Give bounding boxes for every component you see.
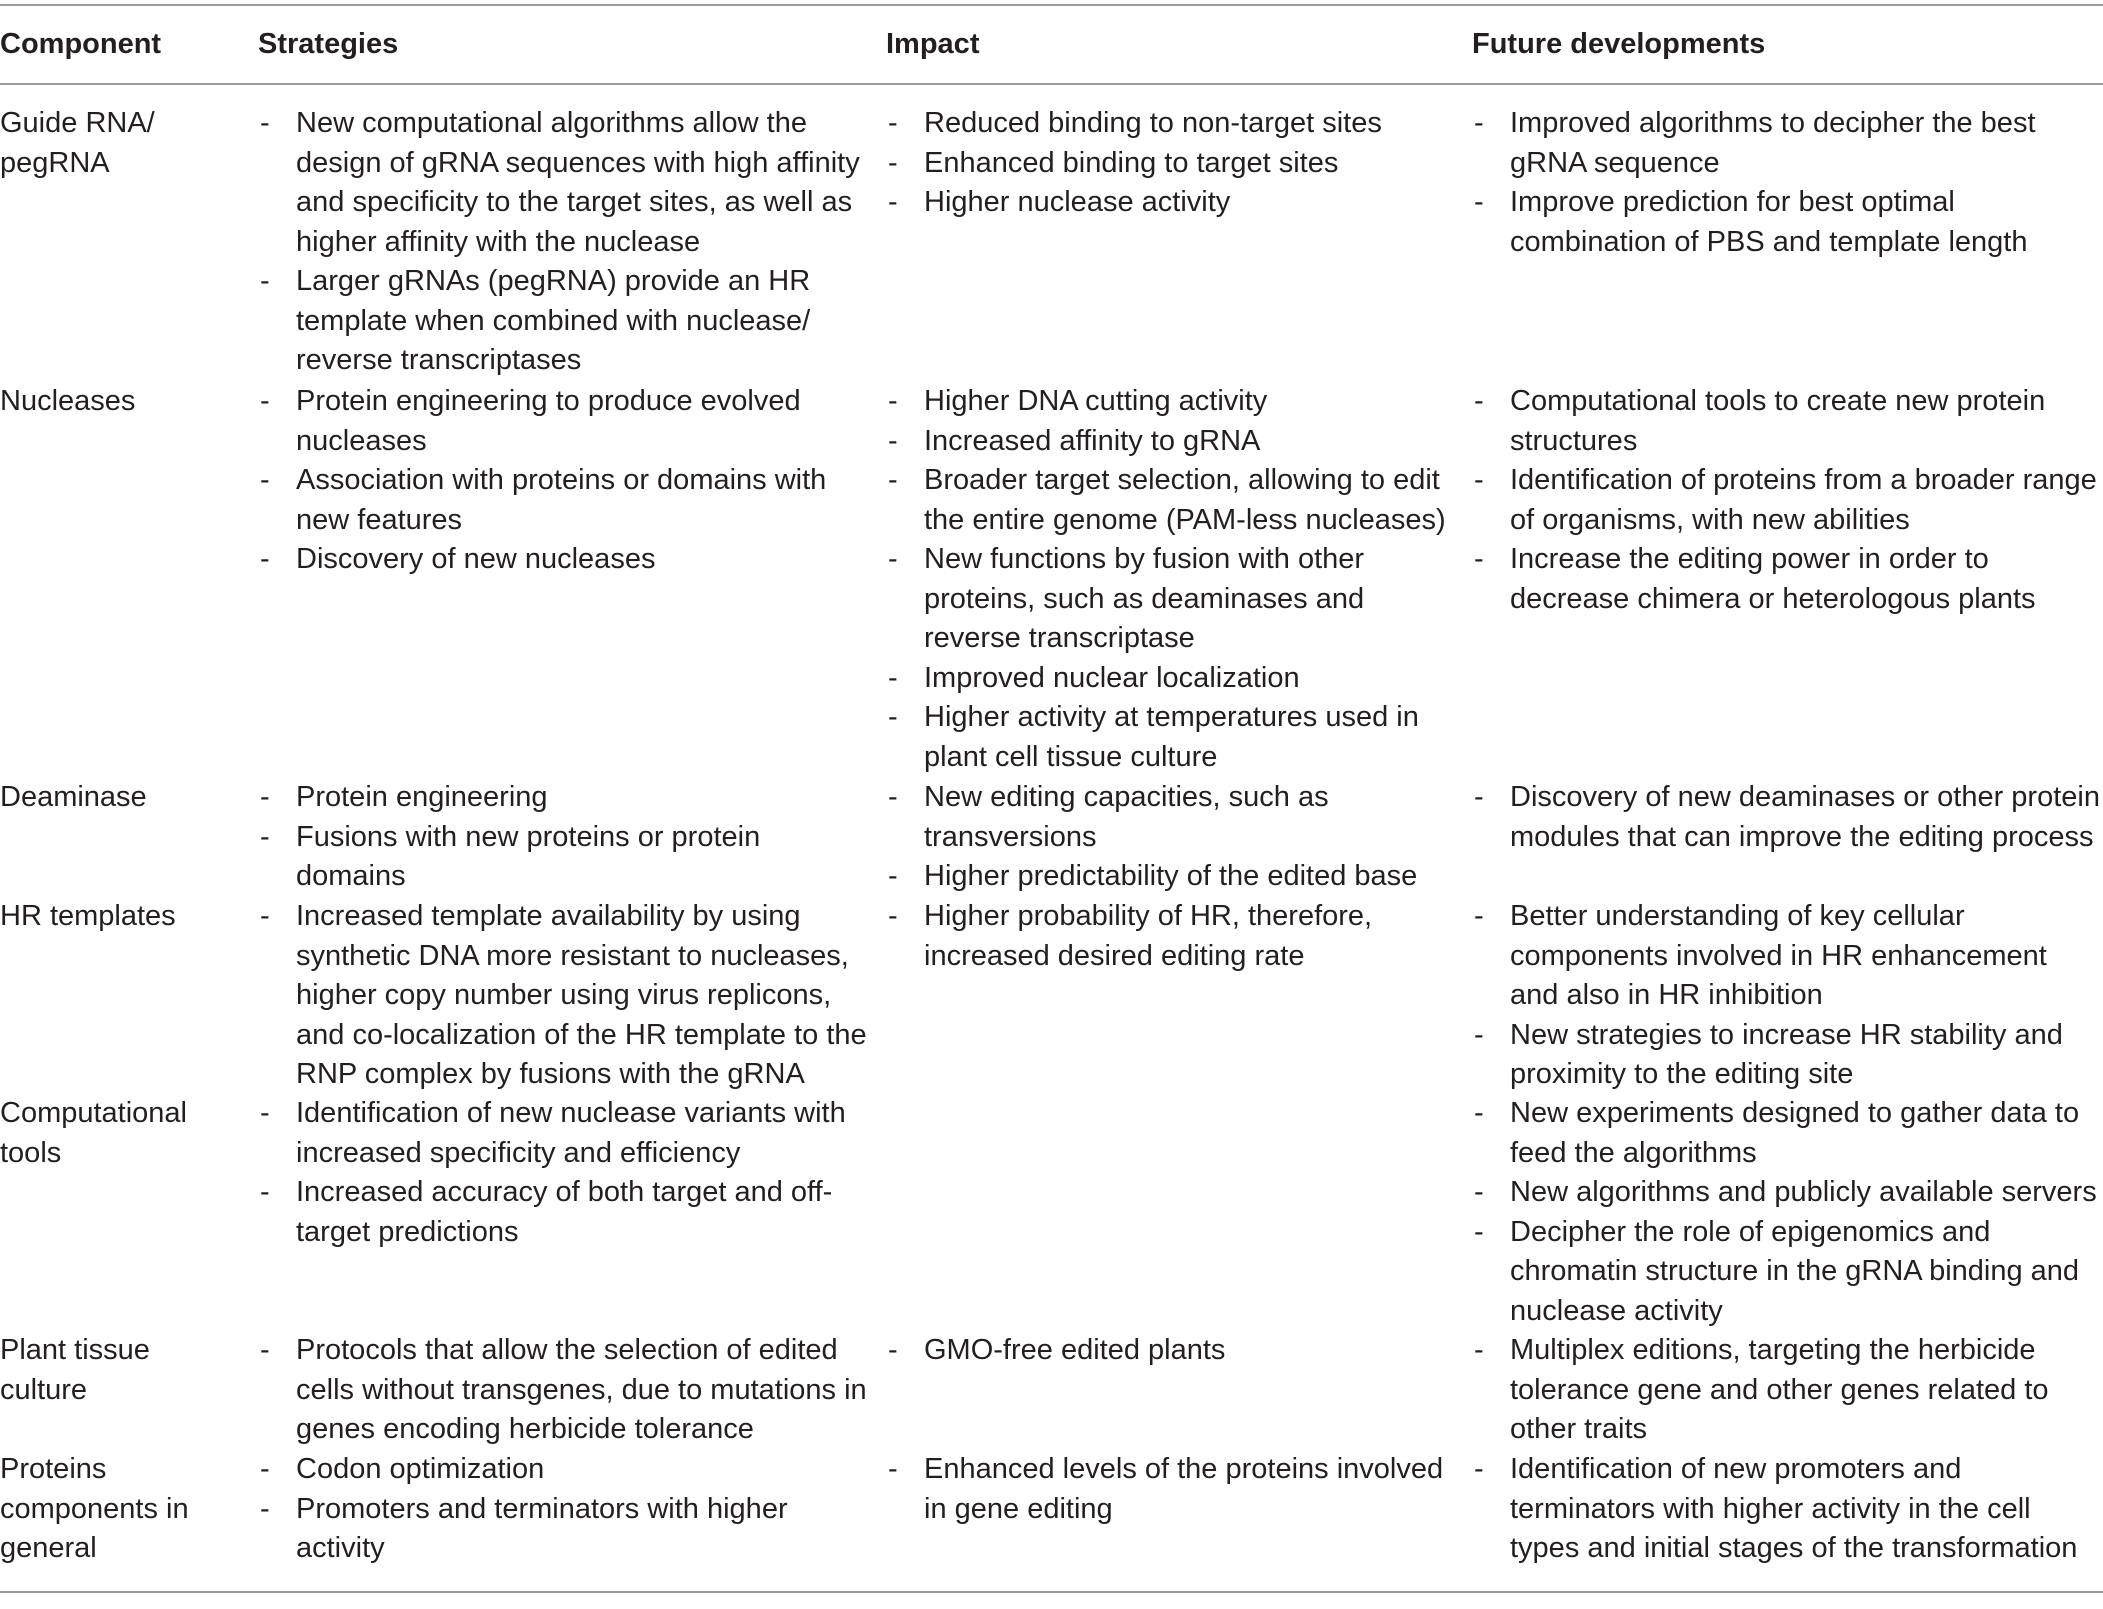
future-list-item: - New algorithms and publicly available servers <box>1472 1173 2103 1213</box>
impact-list-item: - Higher activity at temperatures used in plant cell tissue culture <box>886 698 1446 777</box>
future-list-item: - Improve prediction for best optimal combination of PBS and template length <box>1472 183 2103 262</box>
cell-future <box>1472 778 2103 857</box>
impact-list-item: - Enhanced binding to target sites <box>886 144 1446 184</box>
future-list-item: - Discovery of new deaminases or other protein modules that can improve the editing process <box>1472 778 2103 857</box>
header-rule <box>0 83 2103 85</box>
cell-impact <box>886 1450 1446 1529</box>
cell-future <box>1472 104 2103 262</box>
impact-list-item: - Broader target selection, allowing to edit the entire genome (PAM-less nucleases) <box>886 461 1446 540</box>
future-list-item: - Better understanding of key cellular components involved in HR enhancement and also in HR inhibition <box>1472 897 2103 1016</box>
strategies-list-item: - Discovery of new nucleases <box>258 540 868 580</box>
strategies-list-item: - Protocols that allow the selection of edited cells without transgenes, due to mutations in genes encoding herbicide tolerance <box>258 1331 868 1450</box>
cell-impact <box>886 1331 1446 1371</box>
cell-strategies <box>258 1331 868 1450</box>
cell-future <box>1472 382 2103 619</box>
strategies-list-item: - Identification of new nuclease variants with increased specificity and efficiency <box>258 1094 868 1173</box>
strategies-list-item: - Fusions with new proteins or protein domains <box>258 818 868 897</box>
cell-strategies <box>258 382 868 580</box>
cell-strategies <box>258 104 868 381</box>
cell-impact <box>886 104 1446 223</box>
strategies-list-item: - Association with proteins or domains with new features <box>258 461 868 540</box>
cell-future <box>1472 1450 2103 1569</box>
impact-list-item: - New functions by fusion with other proteins, such as deaminases and reverse transcriptase <box>886 540 1446 659</box>
future-list-item: - Decipher the role of epigenomics and chromatin structure in the gRNA binding and nuclease activity <box>1472 1213 2103 1332</box>
strategies-list-item: - Protein engineering to produce evolved nucleases <box>258 382 868 461</box>
strategies-list-item: - Promoters and terminators with higher activity <box>258 1490 868 1569</box>
header-strategies: Strategies <box>258 28 399 60</box>
cell-impact <box>886 778 1446 897</box>
cell-future <box>1472 1094 2103 1331</box>
impact-list-item: - Higher DNA cutting activity <box>886 382 1446 422</box>
impact-list-item: - Reduced binding to non-target sites <box>886 104 1446 144</box>
cell-impact <box>886 897 1446 976</box>
future-list-item: - Increase the editing power in order to decrease chimera or heterologous plants <box>1472 540 2103 619</box>
cell-component: HR templates <box>0 900 176 932</box>
cell-strategies <box>258 897 868 1095</box>
impact-list-item: - Enhanced levels of the proteins involved in gene editing <box>886 1450 1446 1529</box>
header-component: Component <box>0 28 162 60</box>
cell-component: Nucleases <box>0 385 136 417</box>
strategies-list-item: - Protein engineering <box>258 778 868 818</box>
impact-list-item: - Increased affinity to gRNA <box>886 422 1446 462</box>
future-list-item: - Identification of proteins from a broader range of organisms, with new abilities <box>1472 461 2103 540</box>
impact-list-item: - GMO-free edited plants <box>886 1331 1446 1371</box>
future-list-item: - Identification of new promoters and terminators with higher activity in the cell types and initial stages of the transformation <box>1472 1450 2103 1569</box>
strategies-list-item: - New computational algorithms allow the design of gRNA sequences with high affinity and specificity to the target sites, as well as higher affinity with the nuclease <box>258 104 868 262</box>
cell-component: Proteins components in general <box>0 1453 189 1564</box>
future-list-item: - Multiplex editions, targeting the herbicide tolerance gene and other genes related to other traits <box>1472 1331 2103 1450</box>
cell-strategies <box>258 1094 868 1252</box>
strategies-list-item: - Increased accuracy of both target and off-target predictions <box>258 1173 868 1252</box>
impact-list-item: - Higher probability of HR, therefore, increased desired editing rate <box>886 897 1446 976</box>
impact-list-item: - Improved nuclear localization <box>886 659 1446 699</box>
cell-strategies <box>258 778 868 897</box>
future-list-item: - Improved algorithms to decipher the best gRNA sequence <box>1472 104 2103 183</box>
cell-component: Deaminase <box>0 781 147 813</box>
cell-component: Guide RNA/ pegRNA <box>0 107 155 179</box>
table-top-rule <box>0 4 2103 6</box>
strategies-list-item: - Increased template availability by using synthetic DNA more resistant to nucleases, higher copy number using virus replicons, and co-localization of the HR template to the RNP complex by fusions with the gRNA <box>258 897 868 1095</box>
cell-impact <box>886 382 1446 777</box>
impact-list-item: - New editing capacities, such as transversions <box>886 778 1446 857</box>
header-future-developments: Future developments <box>1472 28 1766 60</box>
cell-future <box>1472 1331 2103 1450</box>
header-impact: Impact <box>886 28 980 60</box>
cell-component: Computational tools <box>0 1097 187 1169</box>
cell-strategies <box>258 1450 868 1569</box>
cell-future <box>1472 897 2103 1095</box>
cell-component: Plant tissue culture <box>0 1334 150 1406</box>
future-list-item: - New strategies to increase HR stability and proximity to the editing site <box>1472 1016 2103 1095</box>
table-bottom-rule <box>0 1591 2103 1593</box>
future-list-item: - New experiments designed to gather data to feed the algorithms <box>1472 1094 2103 1173</box>
strategies-list-item: - Larger gRNAs (pegRNA) provide an HR template when combined with nuclease/ reverse transcriptases <box>258 262 868 381</box>
future-list-item: - Computational tools to create new protein structures <box>1472 382 2103 461</box>
impact-list-item: - Higher predictability of the edited base <box>886 857 1446 897</box>
impact-list-item: - Higher nuclease activity <box>886 183 1446 223</box>
strategies-list-item: - Codon optimization <box>258 1450 868 1490</box>
